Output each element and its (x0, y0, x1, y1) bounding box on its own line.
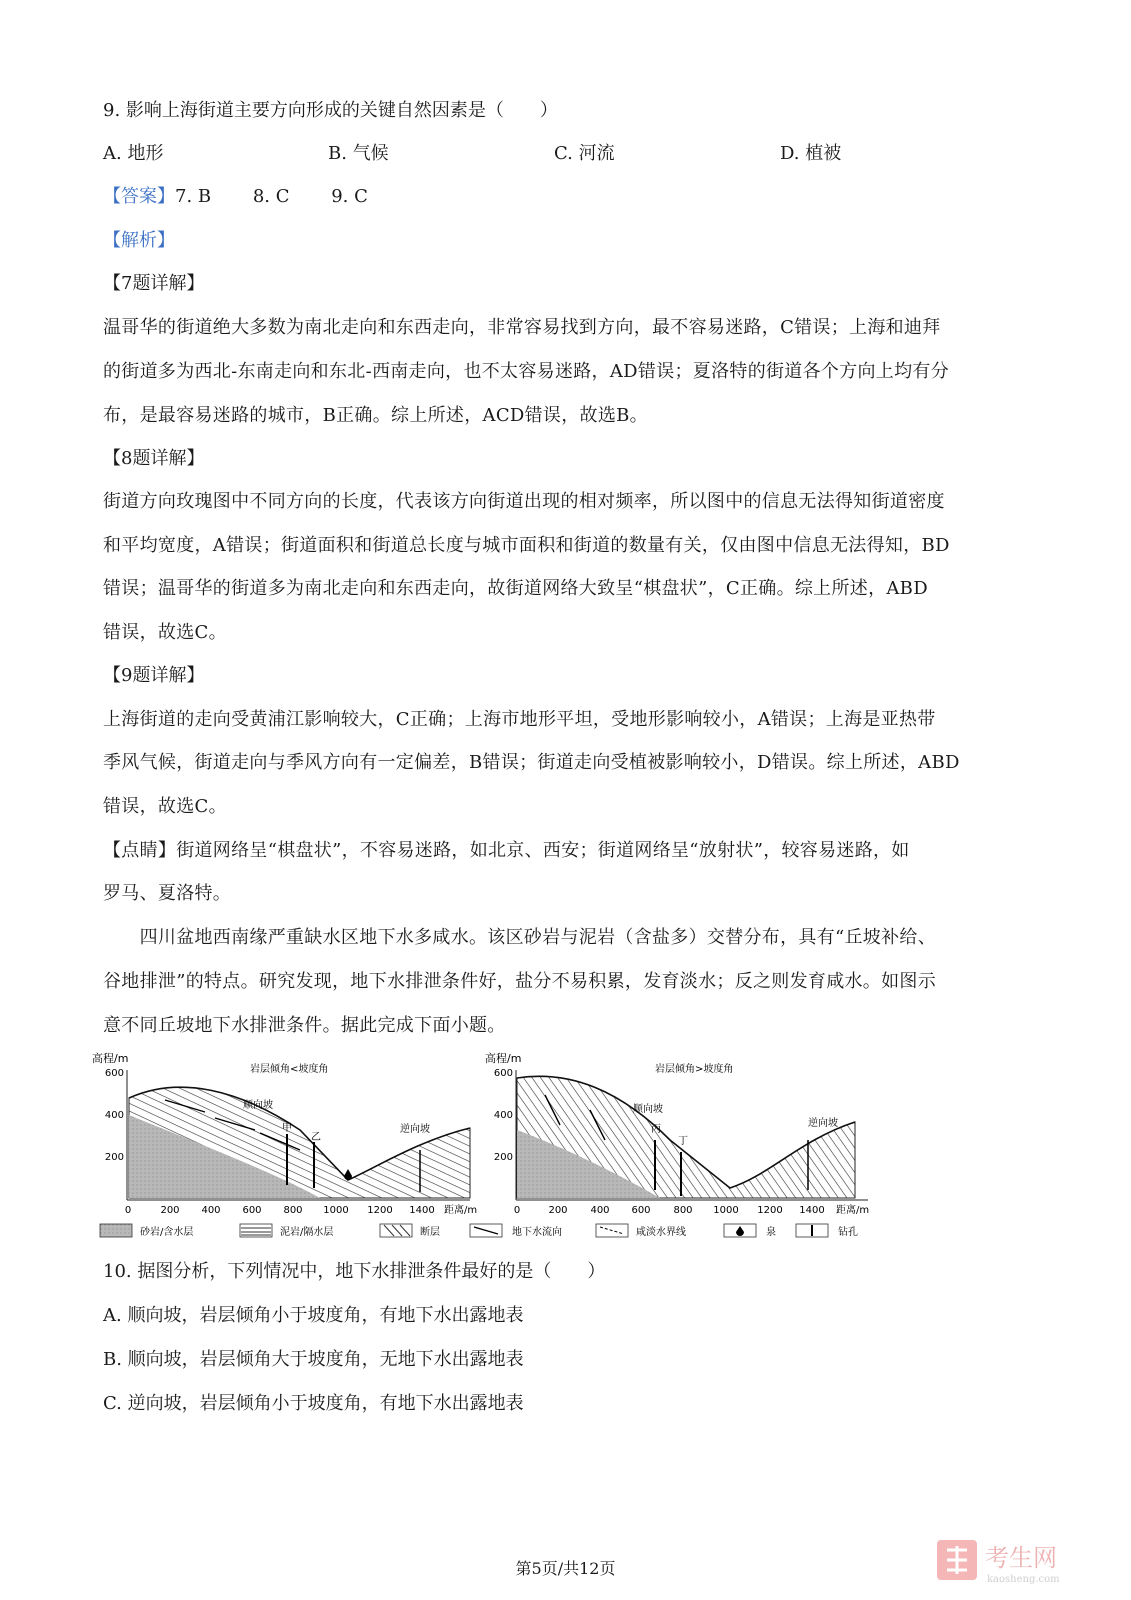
legend-label: 断层 (420, 1227, 440, 1238)
legend-label: 咸淡水界线 (636, 1227, 686, 1238)
q9-option-c: C. 河流 (554, 143, 615, 164)
left-profile-panel (92, 1051, 477, 1216)
right-xtick: 800 (673, 1205, 693, 1216)
legend-label: 砂岩/含水层 (140, 1227, 194, 1238)
detail-8-line: 街道方向玫瑰图中不同方向的长度，代表该方向街道出现的相对频率，所以图中的信息无法得知街道密度 (103, 491, 945, 512)
answer-tag: 【答案】 (103, 186, 175, 207)
detail-7-line: 温哥华的街道绝大多数为南北走向和东西走向，非常容易找到方向，最不容易迷路，C错误；上海和迪拜 (103, 317, 941, 338)
figure-legend (100, 1224, 858, 1238)
material-line: 意不同丘坡地下水排泄条件。据此完成下面小题。 (103, 1015, 506, 1036)
q9-stem: 9. 影响上海街道主要方向形成的关键自然因素是（ ） (103, 100, 558, 121)
left-xlabel: 距离/m (444, 1205, 478, 1216)
detail-9-line: 季风气候，街道走向与季风方向有一定偏差，B错误；街道走向受植被影响较小，D错误。综上所述，ABD (103, 752, 960, 773)
q9-option-d: D. 植被 (780, 143, 842, 164)
right-xtick: 200 (548, 1205, 568, 1216)
right-xtick: 1400 (799, 1205, 825, 1216)
left-ytick: 600 (104, 1068, 124, 1079)
left-xtick: 800 (283, 1205, 303, 1216)
left-ytick: 400 (104, 1110, 124, 1121)
q9-option-a: A. 地形 (103, 143, 164, 164)
detail-9-heading: 【9题详解】 (103, 665, 205, 686)
q10-option-b: B. 顺向坡，岩层倾角大于坡度角，无地下水出露地表 (103, 1349, 524, 1370)
legend-label: 泥岩/隔水层 (280, 1227, 334, 1238)
analysis-tag: 【解析】 (103, 230, 175, 251)
left-spring-icon (344, 1169, 352, 1180)
right-profile-panel (485, 1051, 869, 1216)
detail-7-line: 的街道多为西北-东南走向和东北-西南走向，也不太容易迷路，AD错误；夏洛特的街道各个方向上均有分 (103, 361, 949, 382)
legend-label: 地下水流向 (512, 1227, 562, 1238)
legend-label: 钻孔 (838, 1227, 858, 1238)
detail-7-heading: 【7题详解】 (103, 273, 205, 294)
detail-8-line: 错误，故选C。 (103, 622, 227, 643)
tip-line: 罗马、夏洛特。 (103, 883, 232, 904)
answer-text: 7. B 8. C 9. C (175, 186, 368, 207)
right-xtick: 400 (590, 1205, 610, 1216)
detail-8-line: 和平均宽度，A错误；街道面积和街道总长度与城市面积和街道的数量有关，仅由图中信息无法得知，BD (103, 535, 950, 556)
right-xtick: 1200 (757, 1205, 783, 1216)
material-line: 四川盆地西南缘严重缺水区地下水多咸水。该区砂岩与泥岩（含盐多）交替分布，具有“丘坡补给、 (103, 927, 936, 948)
q10-option-a: A. 顺向坡，岩层倾角小于坡度角，有地下水出露地表 (103, 1305, 524, 1326)
right-ylabel: 高程/m (485, 1052, 522, 1065)
detail-9-line: 上海街道的走向受黄浦江影响较大，C正确；上海市地形平坦，受地形影响较小，A错误；上海是亚热带 (103, 709, 936, 730)
page-footer: 第5页/共12页 (515, 1559, 616, 1578)
left-ylabel: 高程/m (92, 1052, 129, 1065)
tip-line: 【点睛】街道网络呈“棋盘状”，不容易迷路，如北京、西安；街道网络呈“放射状”，较容易迷路，如 (103, 840, 910, 861)
q9-option-b: B. 气候 (328, 143, 389, 164)
detail-7-line: 布，是最容易迷路的城市，B正确。综上所述，ACD错误，故选B。 (103, 405, 648, 426)
left-label-up: 逆向坡 (400, 1124, 430, 1135)
right-ytick: 600 (493, 1068, 513, 1079)
right-xtick: 600 (631, 1205, 651, 1216)
right-xtick: 0 (513, 1205, 521, 1216)
watermark-brand: 考生网 (985, 1544, 1057, 1572)
left-xtick: 1400 (409, 1205, 435, 1216)
left-xtick: 0 (124, 1205, 132, 1216)
legend-swatch-sandstone (100, 1224, 132, 1237)
watermark-domain: kaosheng.com (987, 1574, 1060, 1585)
watermark-logo (935, 1536, 1105, 1586)
right-ytick: 400 (493, 1110, 513, 1121)
left-ytick: 200 (104, 1152, 124, 1163)
right-ytick: 200 (493, 1152, 513, 1163)
detail-9-line: 错误，故选C。 (103, 796, 227, 817)
left-xtick: 600 (242, 1205, 262, 1216)
right-label-down: 顺向坡 (633, 1104, 663, 1115)
left-title: 岩层倾角<坡度角 (250, 1064, 329, 1075)
legend-label: 泉 (766, 1227, 776, 1238)
right-label-bing: 丙 (651, 1124, 661, 1135)
left-label-jia: 甲 (282, 1123, 292, 1134)
q10-option-c: C. 逆向坡，岩层倾角小于坡度角，有地下水出露地表 (103, 1393, 524, 1414)
left-xtick: 200 (160, 1205, 180, 1216)
left-label-yi: 乙 (311, 1132, 321, 1143)
left-xtick: 400 (201, 1205, 221, 1216)
right-xlabel: 距离/m (836, 1205, 870, 1216)
detail-8-heading: 【8题详解】 (103, 448, 205, 469)
right-label-ding: 丁 (678, 1136, 688, 1147)
left-xtick: 1000 (323, 1205, 349, 1216)
right-xtick: 1000 (713, 1205, 739, 1216)
material-line: 谷地排泄”的特点。研究发现，地下水排泄条件好，盐分不易积累，发育淡水；反之则发育咸水。如图示 (103, 971, 936, 992)
q10-stem: 10. 据图分析，下列情况中，地下水排泄条件最好的是（ ） (103, 1261, 606, 1282)
detail-8-line: 错误；温哥华的街道多为南北走向和东西走向，故街道网络大致呈“棋盘状”，C正确。综上所述，ABD (103, 578, 928, 599)
left-xtick: 1200 (367, 1205, 393, 1216)
right-title: 岩层倾角>坡度角 (655, 1064, 734, 1075)
left-label-down: 顺向坡 (243, 1100, 273, 1111)
right-label-up: 逆向坡 (808, 1118, 838, 1129)
